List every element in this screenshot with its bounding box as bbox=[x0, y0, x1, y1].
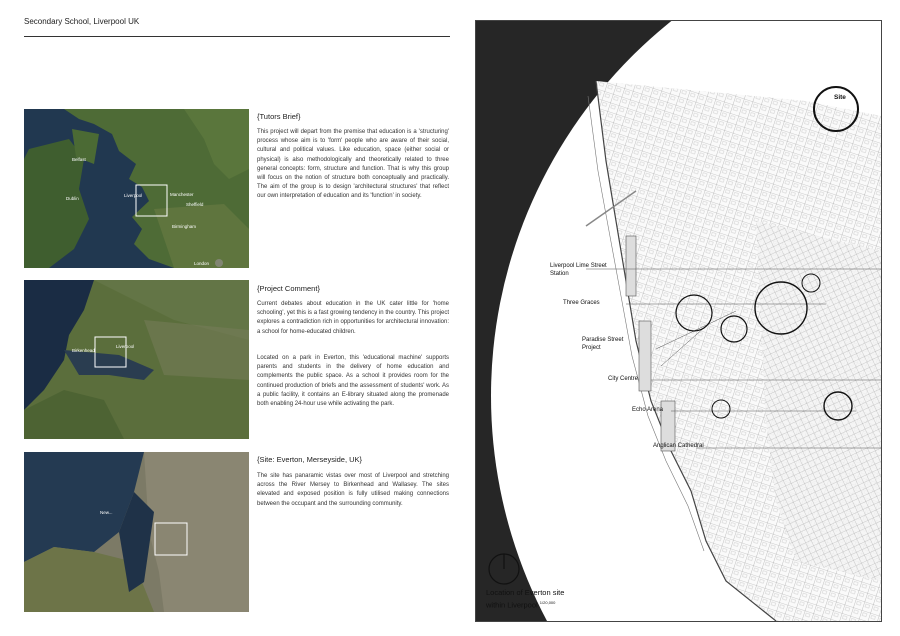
header-divider bbox=[24, 36, 450, 37]
label-paradise-1: Paradise Street bbox=[582, 337, 624, 343]
label-lime-street-2: Station bbox=[550, 271, 569, 277]
uk-satellite-map bbox=[24, 109, 249, 268]
label-sheffield: Sheffield bbox=[186, 202, 204, 207]
site-legend bbox=[486, 588, 564, 611]
label-birkenhead: Birkenhead bbox=[72, 348, 95, 353]
label-manchester: Manchester bbox=[170, 192, 194, 197]
label-liverpool-2: Liverpool bbox=[116, 344, 135, 349]
label-three-graces: Three Graces bbox=[563, 300, 600, 306]
project-comment-heading: {Project Comment} bbox=[257, 284, 320, 293]
label-london: London bbox=[194, 261, 210, 266]
merseyside-satellite-map bbox=[24, 280, 249, 439]
label-belfast: Belfast bbox=[72, 157, 86, 162]
project-comment-text-1: Current debates about education in the UK cater little for 'home schooling', yet this is a fast growing tendency in the country. This project explores a contradiction rich in opportunities for architectural innovation: a school for home-educated children. bbox=[257, 301, 449, 335]
legend-scale: 1/20,000 bbox=[539, 600, 556, 605]
site-text: The site has panaramic vistas over most of Liverpool and stretching across the River Mersey to Birkenhead and Wallasey. The sites elevated and exposed position is fully utilised making connections between the occupant and the surrounding community. bbox=[257, 473, 449, 507]
label-newport: New... bbox=[100, 510, 113, 515]
site-heading: {Site: Everton, Merseyside, UK} bbox=[257, 455, 363, 464]
label-echo-arena: Echo Arena bbox=[632, 407, 664, 413]
site-label: Site bbox=[834, 94, 846, 101]
label-liverpool: Liverpool bbox=[124, 193, 143, 198]
site-plan bbox=[475, 20, 882, 622]
project-comment-text-2: Located on a park in Everton, this 'educational machine' supports parents and students in the delivery of home education and complements the public space. As a school it provides room for the continued production of briefs and the assessment of students' work. As a public facility, it contains an E-library situated along the promenade both enabling 24-hour use while activating the park. bbox=[257, 355, 449, 408]
label-birmingham: Birmingham bbox=[172, 224, 197, 229]
label-lime-street-1: Liverpool Lime Street bbox=[550, 263, 607, 269]
label-paradise-2: Project bbox=[582, 345, 601, 351]
label-anglican: Anglican Cathedral bbox=[653, 443, 704, 449]
page-title: Secondary School, Liverpool UK bbox=[24, 17, 140, 26]
city-satellite-map bbox=[24, 452, 249, 612]
legend-line-1: Location of Everton site bbox=[486, 588, 565, 597]
legend-line-2: within Liverpool $^{1/20,000}$ bbox=[486, 600, 556, 610]
label-dublin: Dublin bbox=[66, 196, 79, 201]
label-city-centre: City Centre bbox=[608, 376, 639, 382]
tutors-brief-text: This project will depart from the premise that education is a 'structuring' process whose aim is to 'form' people who are aware of their social, cultural and political values. Like education, space (either social or physical) is also methodologically and theoretically related to three general concepts: form, structure and function. That is why this group will focus on the notion of structure both conceptually and practically. The aim of the group is to design 'architectural structures' that reflect our own interpretation of education and its 'function' in society. bbox=[257, 129, 449, 200]
tutors-brief-heading: {Tutors Brief} bbox=[257, 112, 301, 121]
